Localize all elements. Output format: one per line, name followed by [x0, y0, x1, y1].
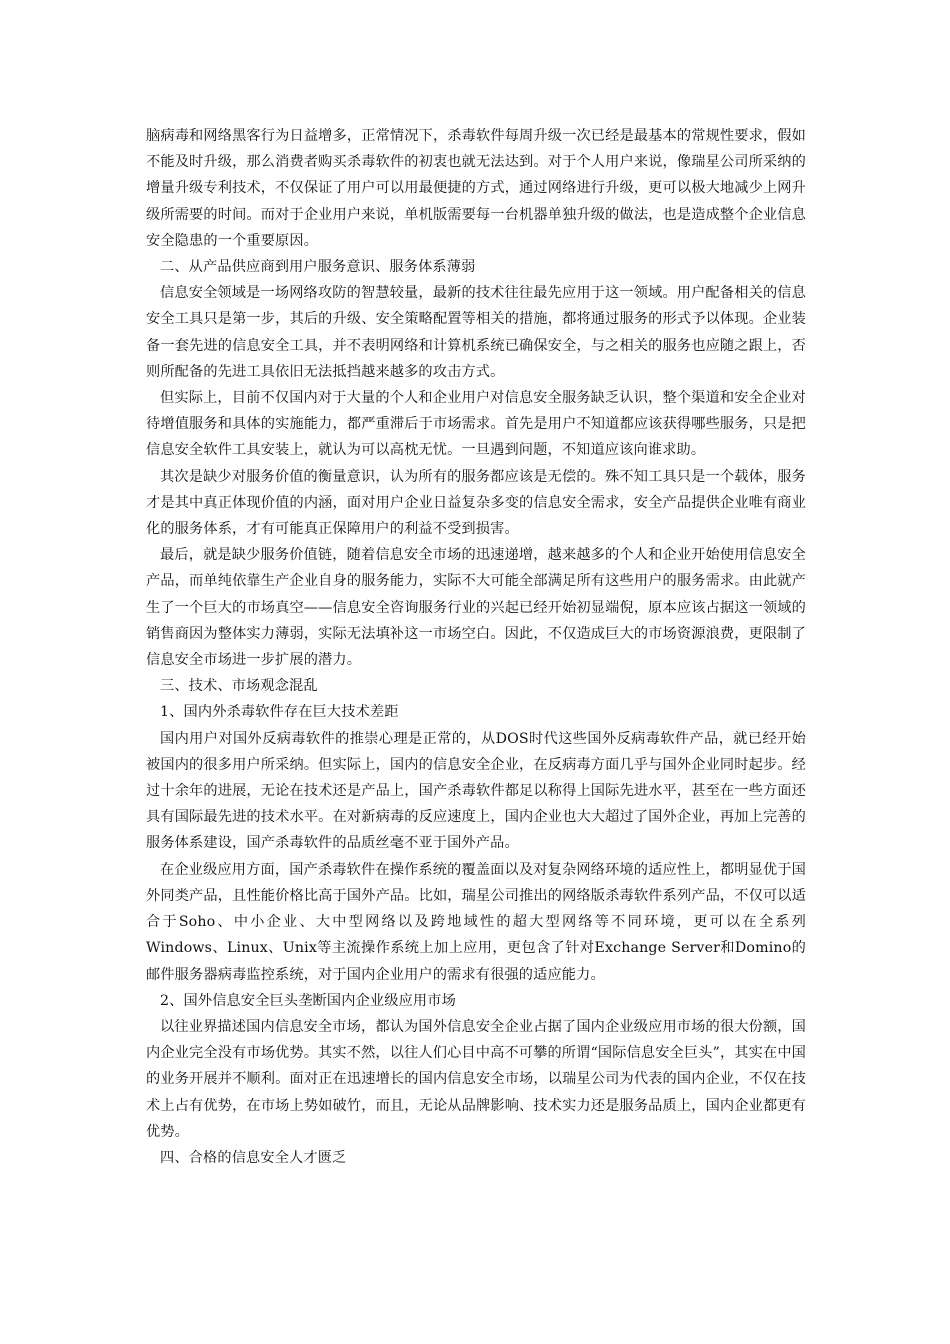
body-paragraph: 在企业级应用方面，国产杀毒软件在操作系统的覆盖面以及对复杂网络环境的适应性上，都明显优于国外同类产品，且性能价格比高于国外产品。比如，瑞星公司推出的网络版杀毒软件系列产品，不仅可以适合于Soho、中小企业、大中型网络以及跨地域性的超大型网络等不同环境，更可以在全系列Windows、Linux、Unix等主流操作系统上加上应用，更包含了针对Exchange Server和Domino的邮件服务器病毒监控系统，对于国内企业用户的需求有很强的适应能力。 [146, 861, 806, 983]
section-heading-2: 二、从产品供应商到用户服务意识、服务体系薄弱 [160, 259, 476, 276]
document-page [146, 123, 806, 1171]
subsection-heading-3-2: 2、国外信息安全巨头垄断国内企业级应用市场 [160, 992, 456, 1009]
body-paragraph: 其次是缺少对服务价值的衡量意识，认为所有的服务都应该是无偿的。殊不知工具只是一个载体，服务才是其中真正体现价值的内涵，面对用户企业日益复杂多变的信息安全需求，安全产品提供企业唯有商业化的服务体系，才有可能真正保障用户的利益不受到损害。 [146, 468, 806, 538]
section-heading-4: 四、合格的信息安全人才匮乏 [160, 1149, 347, 1166]
body-paragraph: 最后，就是缺少服务价值链，随着信息安全市场的迅速递增，越来越多的个人和企业开始使用信息安全产品，而单纯依靠生产企业自身的服务能力，实际不大可能全部满足所有这些用户的服务需求。由此就产生了一个巨大的市场真空——信息安全咨询服务行业的兴起已经开始初显端倪，原本应该占据这一领域的销售商因为整体实力薄弱，实际无法填补这一市场空白。因此，不仅造成巨大的市场资源浪费，更限制了信息安全市场进一步扩展的潜力。 [146, 547, 806, 669]
body-paragraph: 国内用户对国外反病毒软件的推崇心理是正常的，从DOS时代这些国外反病毒软件产品，就已经开始被国内的很多用户所采纳。但实际上，国内的信息安全企业，在反病毒方面几乎与国外企业同时起步。经过十余年的进展，无论在技术还是产品上，国产杀毒软件都足以称得上国际先进水平，甚至在一些方面还具有国际最先进的技术水平。在对新病毒的反应速度上，国内企业也大大超过了国外企业，再加上完善的服务体系建设，国产杀毒软件的品质丝毫不亚于国外产品。 [146, 730, 806, 852]
body-paragraph: 但实际上，目前不仅国内对于大量的个人和企业用户对信息安全服务缺乏认识，整个渠道和安全企业对待增值服务和具体的实施能力，都严重滞后于市场需求。首先是用户不知道都应该获得哪些服务，只是把信息安全软件工具安装上，就认为可以高枕无忧。一旦遇到问题，不知道应该向谁求助。 [146, 390, 806, 459]
body-paragraph: 信息安全领域是一场网络攻防的智慧较量，最新的技术往往最先应用于这一领域。用户配备相关的信息安全工具只是第一步，其后的升级、安全策略配置等相关的措施，都将通过服务的形式予以体现。企业装备一套先进的信息安全工具，并不表明网络和计算机系统已确保安全，与之相关的服务也应随之跟上，否则所配备的先进工具依旧无法抵挡越来越多的攻击方式。 [146, 285, 806, 380]
subsection-heading-3-1: 1、国内外杀毒软件存在巨大技术差距 [160, 704, 399, 721]
paragraph-continuation: 脑病毒和网络黑客行为日益增多，正常情况下，杀毒软件每周升级一次已经是最基本的常规性要求，假如不能及时升级，那么消费者购买杀毒软件的初衷也就无法达到。对于个人用户来说，像瑞星公司所采纳的增量升级专利技术，不仅保证了用户可以用最便捷的方式，通过网络进行升级，更可以极大地减少上网升级所需要的时间。而对于企业用户来说，单机版需要每一台机器单独升级的做法，也是造成整个企业信息安全隐患的一个重要原因。 [146, 128, 806, 249]
section-heading-3: 三、技术、市场观念混乱 [160, 678, 318, 695]
body-paragraph: 以往业界描述国内信息安全市场，都认为国外信息安全企业占据了国内企业级应用市场的很大份额，国内企业完全没有市场优势。其实不然，以往人们心目中高不可攀的所谓“国际信息安全巨头”，其实在中国的业务开展并不顺利。面对正在迅速增长的国内信息安全市场，以瑞星公司为代表的国内企业，不仅在技术上占有优势，在市场上势如破竹，而且，无论从品牌影响、技术实力还是服务品质上，国内企业都更有优势。 [146, 1018, 806, 1140]
